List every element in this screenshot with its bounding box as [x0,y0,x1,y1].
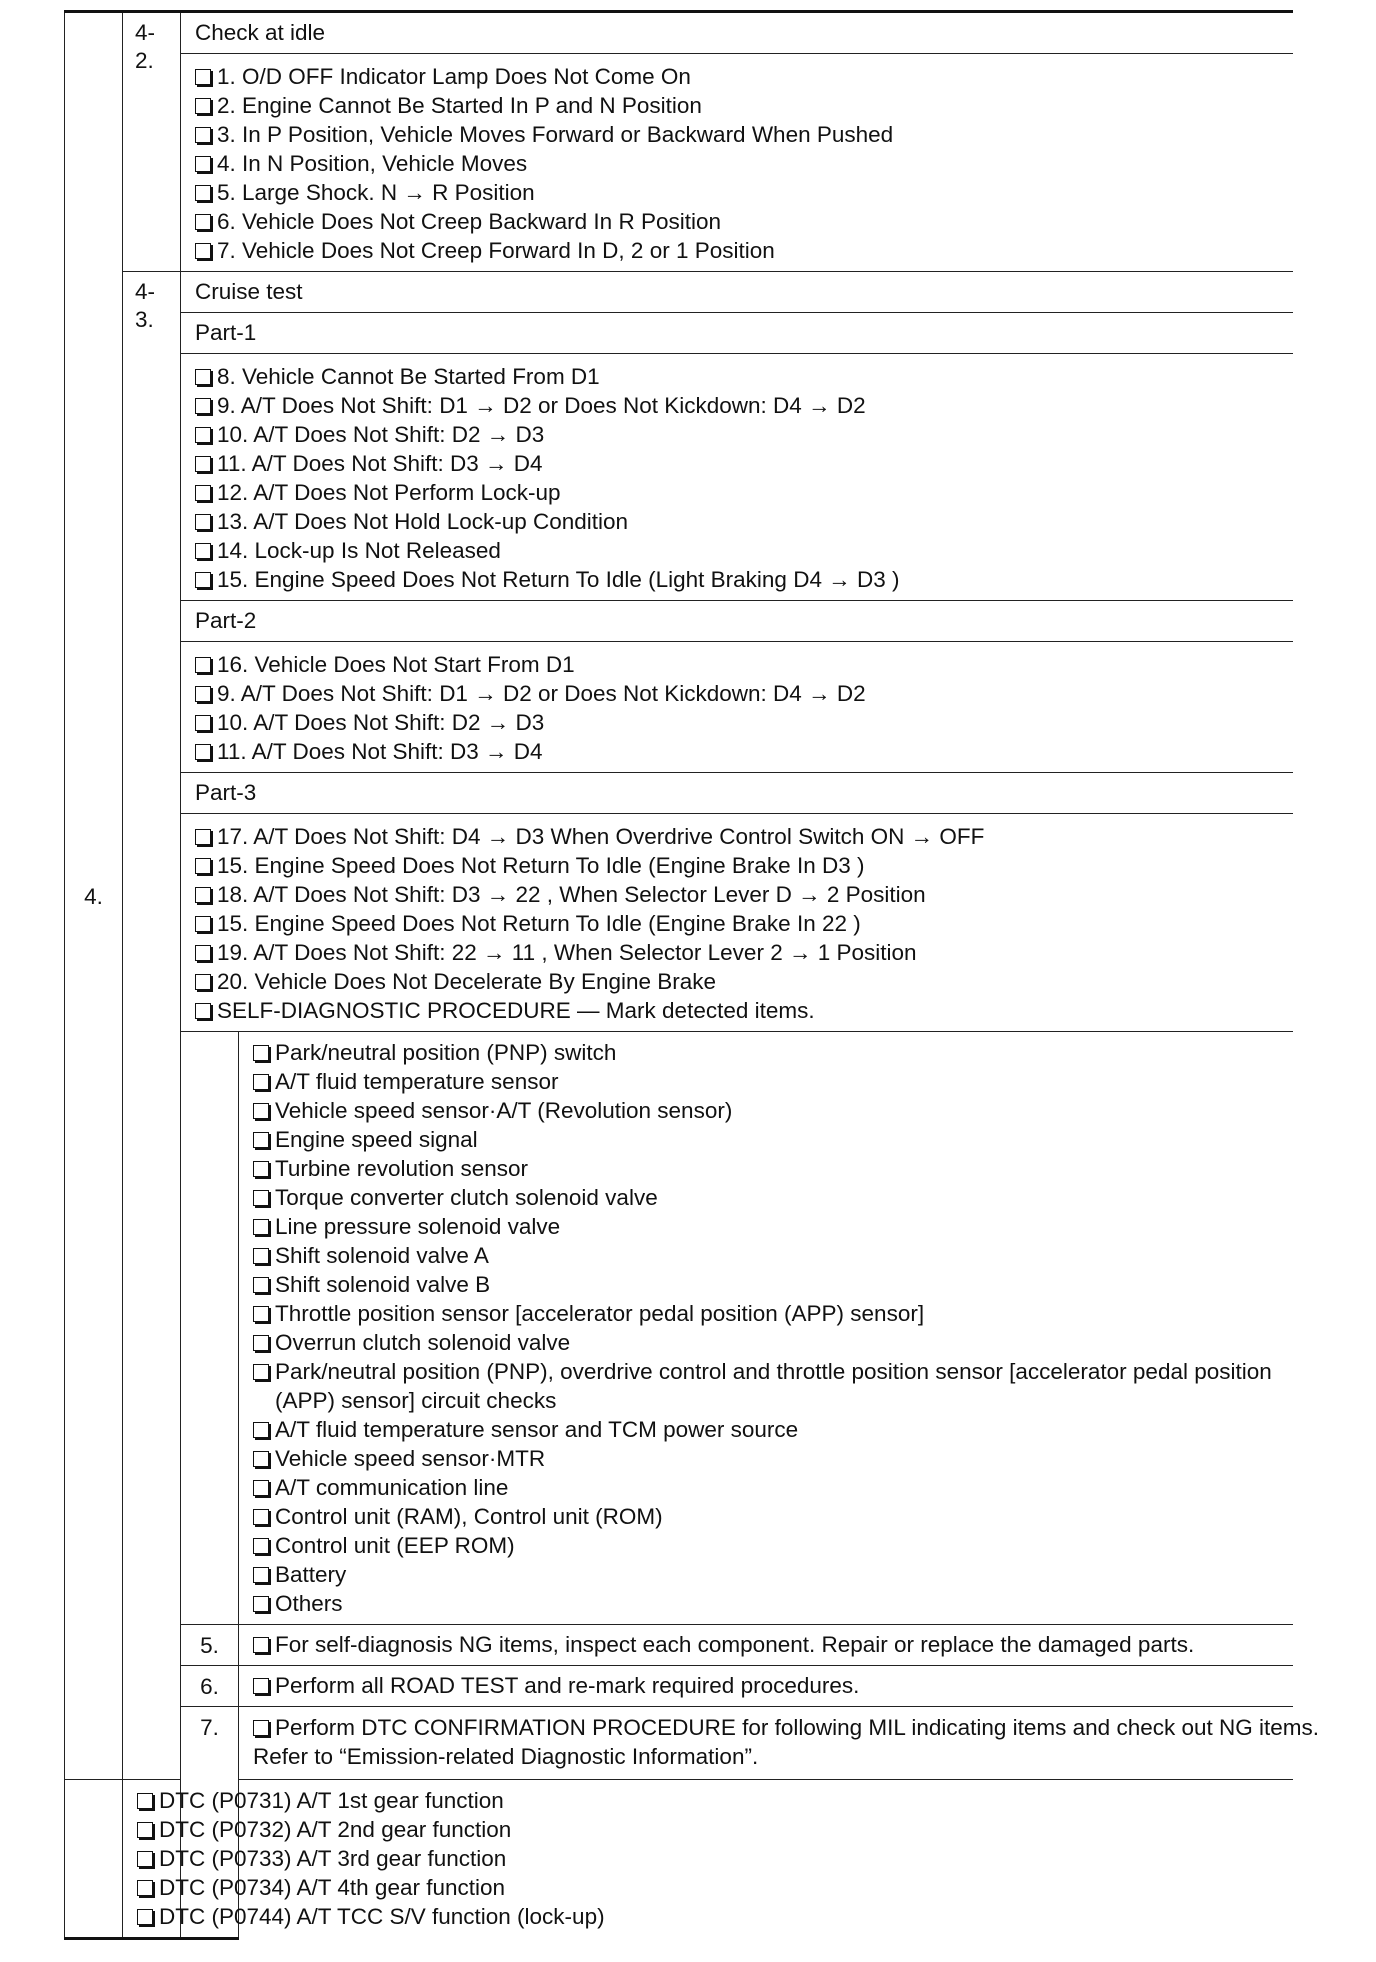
part-3-list [181,814,1293,1032]
checkbox-icon[interactable] [195,514,211,530]
checkbox-icon[interactable] [253,1509,269,1525]
checklist-item[interactable]: Battery [253,1560,1293,1589]
checkbox-icon[interactable] [195,916,211,932]
checkbox-icon[interactable] [195,686,211,702]
checkbox-icon[interactable] [195,369,211,385]
checkbox-icon[interactable] [195,715,211,731]
checkbox-icon[interactable] [253,1277,269,1293]
checklist-item[interactable]: 7. Vehicle Does Not Creep Forward In D, 2 or 1 Position [195,236,1293,265]
self-diagnostic-list [239,1032,1293,1625]
checklist-item[interactable]: Others [253,1589,1293,1618]
checklist-item[interactable]: DTC (P0733) A/T 3rd gear function [137,1844,238,1873]
checkbox-icon[interactable] [195,243,211,259]
checkbox-icon[interactable] [253,1074,269,1090]
checkbox-icon[interactable] [253,1480,269,1496]
step-5-number: 5. [181,1625,239,1666]
checkbox-icon[interactable] [195,945,211,961]
checkbox-icon[interactable] [195,572,211,588]
checklist-item[interactable]: 17. A/T Does Not Shift: D4 → D3 When Overdrive Control Switch ON → OFF [195,822,1293,851]
checklist-item[interactable]: Line pressure solenoid valve [253,1212,1293,1241]
checkbox-icon[interactable] [195,456,211,472]
checkbox-icon[interactable] [195,127,211,143]
checkbox-icon[interactable] [195,657,211,673]
checklist-item[interactable]: 3. In P Position, Vehicle Moves Forward or Backward When Pushed [195,120,1293,149]
diagnostic-worksheet-table [64,10,1320,1940]
indent-spacer [65,1780,123,1939]
indent-spacer [181,1032,239,1625]
checkbox-icon[interactable] [195,398,211,414]
checklist-item[interactable]: 15. Engine Speed Does Not Return To Idle (Engine Brake In 22 ) [195,909,1293,938]
part-2-list [181,642,1293,773]
checklist-item[interactable]: 10. A/T Does Not Shift: D2 → D3 [195,708,1293,737]
checkbox-icon[interactable] [253,1335,269,1351]
cruise-test-header: Cruise test [181,272,1293,313]
idle-check-list [181,54,1293,272]
step-7-instructions [239,1707,1320,1780]
checkbox-icon[interactable] [195,887,211,903]
checklist-item[interactable]: Shift solenoid valve B [253,1270,1293,1299]
checkbox-icon[interactable] [195,974,211,990]
checkbox-icon[interactable] [253,1132,269,1148]
step-6-item [239,1666,1293,1707]
checkbox-icon[interactable] [253,1720,269,1736]
checkbox-icon[interactable] [253,1451,269,1467]
checklist-item[interactable]: Engine speed signal [253,1125,1293,1154]
checkbox-icon[interactable] [137,1880,153,1896]
checklist-item[interactable]: DTC (P0744) A/T TCC S/V function (lock-up) [137,1902,238,1931]
checkbox-icon[interactable] [253,1637,269,1653]
checkbox-icon[interactable] [195,98,211,114]
checklist-item[interactable]: Perform DTC CONFIRMATION PROCEDURE for following MIL indicating items and check out NG items. [253,1713,1293,1742]
step-4-2-number: 4- 2. [123,12,181,272]
checkbox-icon[interactable] [253,1103,269,1119]
checklist-item[interactable]: DTC (P0734) A/T 4th gear function [137,1873,238,1902]
checklist-item[interactable]: 15. Engine Speed Does Not Return To Idle (Light Braking D4 → D3 ) [195,565,1293,594]
checkbox-icon[interactable] [253,1219,269,1235]
checklist-item[interactable]: Control unit (RAM), Control unit (ROM) [253,1502,1293,1531]
checkbox-icon[interactable] [137,1851,153,1867]
checkbox-icon[interactable] [253,1567,269,1583]
checkbox-icon[interactable] [195,69,211,85]
checkbox-icon[interactable] [253,1306,269,1322]
checklist-item[interactable]: Control unit (EEP ROM) [253,1531,1293,1560]
checkbox-icon[interactable] [195,156,211,172]
checkbox-icon[interactable] [195,214,211,230]
part-1-header: Part-1 [181,313,1293,354]
checklist-item[interactable]: Throttle position sensor [accelerator pedal position (APP) sensor] [253,1299,1293,1328]
checkbox-icon[interactable] [195,427,211,443]
check-at-idle-header: Check at idle [181,12,1293,54]
checklist-item[interactable]: 13. A/T Does Not Hold Lock-up Condition [195,507,1293,536]
checkbox-icon[interactable] [195,1003,211,1019]
checklist-item[interactable]: Perform all ROAD TEST and re-mark required procedures. [253,1671,1293,1700]
checklist-item[interactable]: A/T fluid temperature sensor [253,1067,1293,1096]
step-4-number: 4. [65,12,123,1780]
checkbox-icon[interactable] [195,185,211,201]
checkbox-icon[interactable] [195,744,211,760]
checklist-item[interactable]: 5. Large Shock. N → R Position [195,178,1293,207]
checklist-item[interactable]: 11. A/T Does Not Shift: D3 → D4 [195,737,1293,766]
checklist-item[interactable]: Overrun clutch solenoid valve [253,1328,1293,1357]
checkbox-icon[interactable] [137,1793,153,1809]
checkbox-icon[interactable] [195,829,211,845]
checklist-item[interactable]: Turbine revolution sensor [253,1154,1293,1183]
checkbox-icon[interactable] [253,1422,269,1438]
checkbox-icon[interactable] [253,1538,269,1554]
checklist-item[interactable]: DTC (P0732) A/T 2nd gear function [137,1815,238,1844]
checklist-item[interactable]: 18. A/T Does Not Shift: D3 → 22 , When Selector Lever D → 2 Position [195,880,1293,909]
part-2-header: Part-2 [181,601,1293,642]
checkbox-icon[interactable] [253,1364,269,1380]
checklist-item[interactable]: 8. Vehicle Cannot Be Started From D1 [195,362,1293,391]
checkbox-icon[interactable] [253,1248,269,1264]
checklist-item[interactable]: A/T communication line [253,1473,1293,1502]
step-5-item [239,1625,1293,1666]
checklist-item[interactable]: 12. A/T Does Not Perform Lock-up [195,478,1293,507]
checklist-item[interactable]: For self-diagnosis NG items, inspect each component. Repair or replace the damaged parts. [253,1630,1293,1659]
checkbox-icon[interactable] [137,1909,153,1925]
checklist-item[interactable]: 9. A/T Does Not Shift: D1 → D2 or Does Not Kickdown: D4 → D2 [195,679,1293,708]
checklist-item[interactable]: 20. Vehicle Does Not Decelerate By Engine Brake [195,967,1293,996]
checklist-item[interactable]: Park/neutral position (PNP), overdrive control and throttle position sensor [accelerator pedal position (APP) sensor] circuit checks [253,1357,1293,1415]
checklist-item[interactable]: 11. A/T Does Not Shift: D3 → D4 [195,449,1293,478]
checkbox-icon[interactable] [253,1161,269,1177]
step-7-reference: Refer to “Emission-related Diagnostic Information”. [253,1744,759,1769]
checkbox-icon[interactable] [195,858,211,874]
step-6-number: 6. [181,1666,239,1707]
checklist-item[interactable]: 10. A/T Does Not Shift: D2 → D3 [195,420,1293,449]
checklist-item[interactable]: 15. Engine Speed Does Not Return To Idle (Engine Brake In D3 ) [195,851,1293,880]
checklist-item[interactable]: 19. A/T Does Not Shift: 22 → 11 , When Selector Lever 2 → 1 Position [195,938,1293,967]
checklist-item[interactable]: Vehicle speed sensor·A/T (Revolution sensor) [253,1096,1293,1125]
checkbox-icon[interactable] [253,1190,269,1206]
checkbox-icon[interactable] [195,543,211,559]
part-1-list [181,354,1293,601]
checklist-item[interactable]: 4. In N Position, Vehicle Moves [195,149,1293,178]
dtc-list [123,1780,605,1939]
checklist-item[interactable]: 1. O/D OFF Indicator Lamp Does Not Come On [195,62,1293,91]
step-7-number: 7. [181,1707,239,1939]
checkbox-icon[interactable] [137,1822,153,1838]
checklist-item[interactable]: 6. Vehicle Does Not Creep Backward In R Position [195,207,1293,236]
checkbox-icon[interactable] [253,1678,269,1694]
checklist-item[interactable]: 2. Engine Cannot Be Started In P and N Position [195,91,1293,120]
checkbox-icon[interactable] [195,485,211,501]
part-3-header: Part-3 [181,773,1293,814]
checklist-item[interactable]: Park/neutral position (PNP) switch [253,1038,1293,1067]
checklist-item[interactable]: SELF-DIAGNOSTIC PROCEDURE — Mark detected items. [195,996,1293,1025]
checkbox-icon[interactable] [253,1045,269,1061]
checklist-item[interactable]: DTC (P0731) A/T 1st gear function [137,1786,238,1815]
checklist-item[interactable]: Vehicle speed sensor·MTR [253,1444,1293,1473]
checklist-item[interactable]: A/T fluid temperature sensor and TCM power source [253,1415,1293,1444]
checkbox-icon[interactable] [253,1596,269,1612]
checklist-item[interactable]: Shift solenoid valve A [253,1241,1293,1270]
checklist-item[interactable]: Torque converter clutch solenoid valve [253,1183,1293,1212]
checklist-item[interactable]: 16. Vehicle Does Not Start From D1 [195,650,1293,679]
checklist-item[interactable]: 9. A/T Does Not Shift: D1 → D2 or Does Not Kickdown: D4 → D2 [195,391,1293,420]
step-4-3-number: 4- 3. [123,272,181,1780]
checklist-item[interactable]: 14. Lock-up Is Not Released [195,536,1293,565]
checklist-page [64,10,1320,1940]
